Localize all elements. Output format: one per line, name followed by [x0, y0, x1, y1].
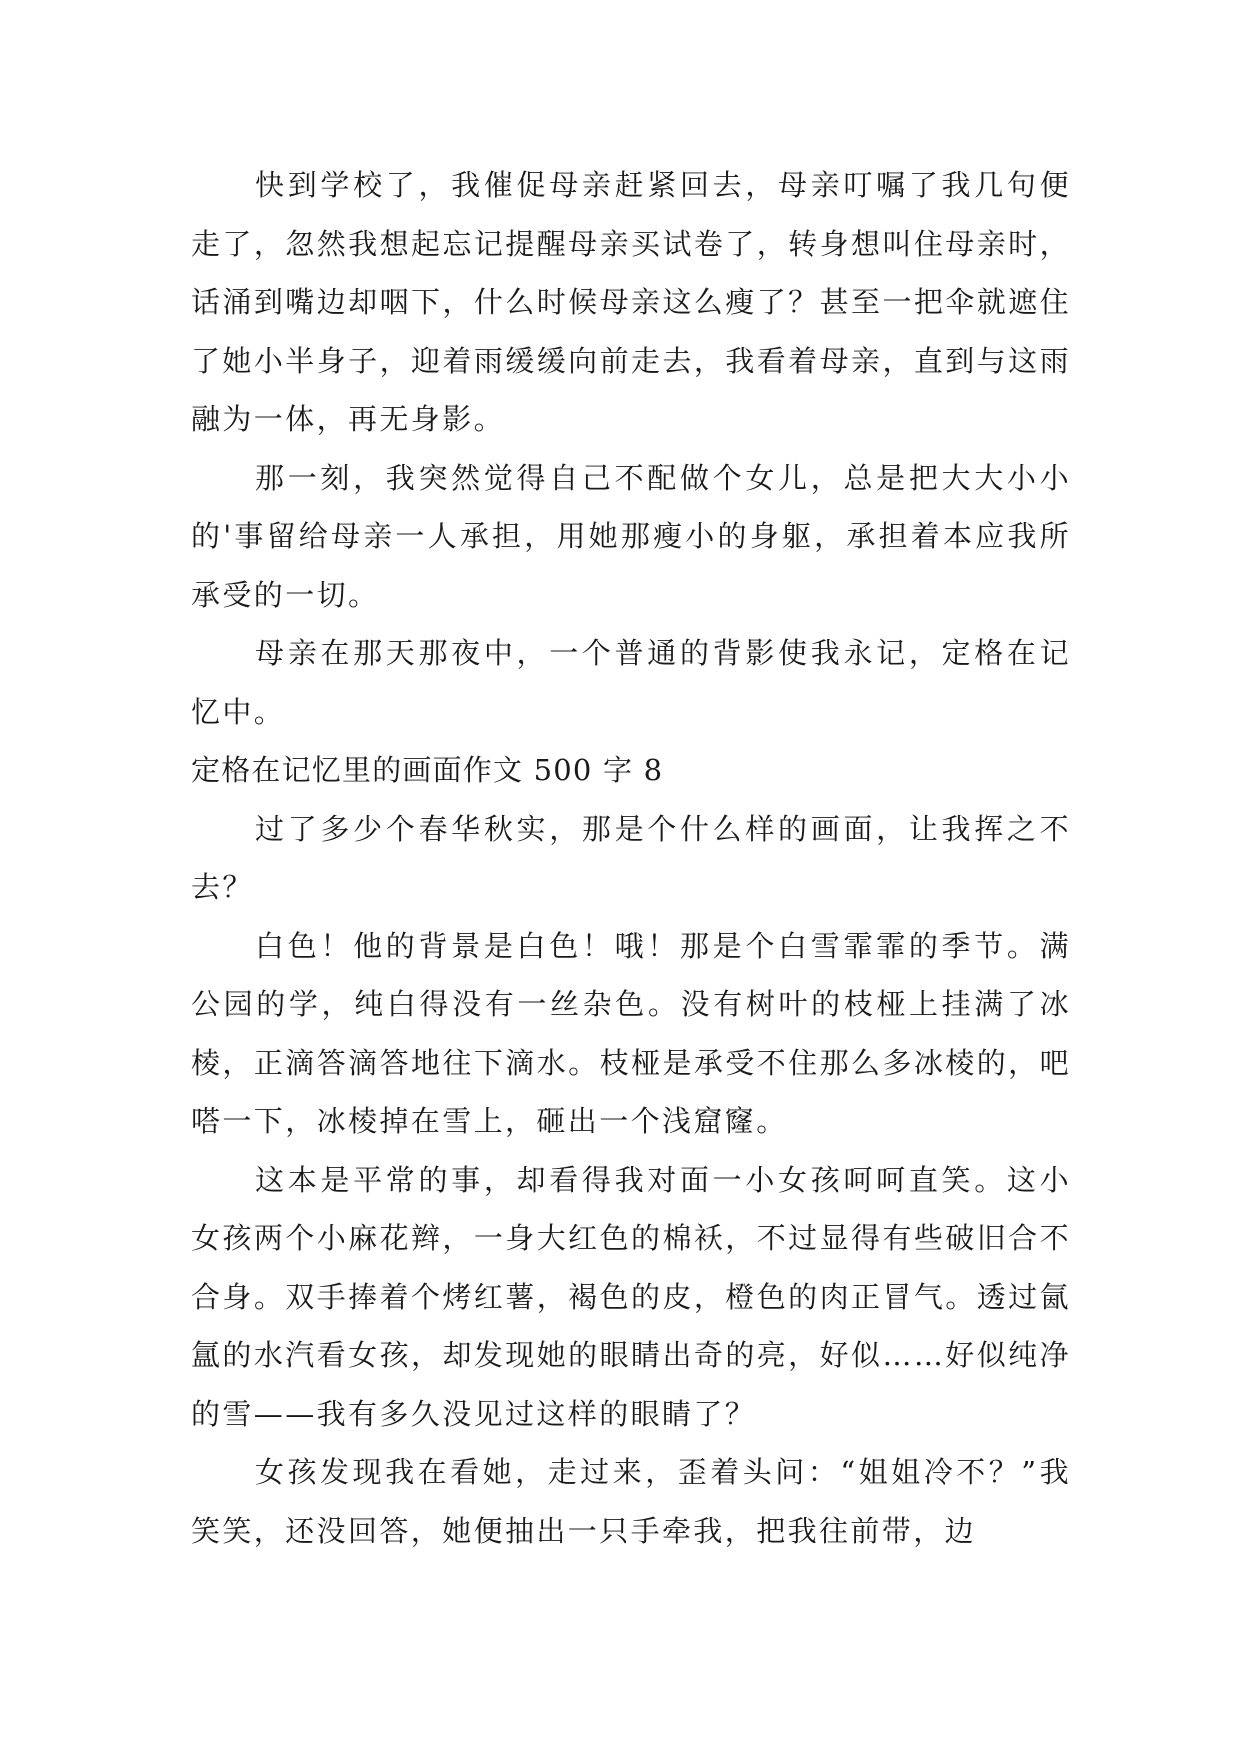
paragraph-mother-walking-away: 快到学校了，我催促母亲赶紧回去，母亲叮嘱了我几句便走了，忽然我想起忘记提醒母亲买试卷了，转身想叫住母亲时，话涌到嘴边却咽下，什么时候母亲这么瘦了？甚至一把伞就遮住了她小半身子，迎着雨缓缓向前走去，我看着母亲，直到与这雨融为一体，再无身影。 [191, 168, 1071, 436]
essay-heading: 定格在记忆里的画面作文 500 字 8 [191, 753, 664, 787]
paragraph-little-girl: 这本是平常的事，却看得我对面一小女孩呵呵直笑。这小女孩两个小麻花辫，一身大红色的棉袄，不过显得有些破旧合不合身。双手捧着个烤红薯，褐色的皮，橙色的肉正冒气。透过氤氲的水汽看女孩，却发现她的眼睛出奇的亮，好似……好似纯净的雪——我有多久没见过这样的眼睛了？ [191, 1162, 1071, 1431]
paragraph-how-many-seasons: 过了多少个春华秋实，那是个什么样的画面，让我挥之不去？ [191, 811, 1071, 904]
paragraph-mother-back: 母亲在那天那夜中，一个普通的背影使我永记，定格在记忆中。 [191, 636, 1071, 729]
paragraph-white-snow: 白色！他的背景是白色！哦！那是个白雪霏霏的季节。满公园的学，纯白得没有一丝杂色。没有树叶的枝桠上挂满了冰棱，正滴答滴答地往下滴水。枝桠是承受不住那么多冰棱的，吧嗒一下，冰棱掉在雪上，砸出一个浅窟窿。 [191, 928, 1071, 1138]
paragraph-girl-asks: 女孩发现我在看她，走过来，歪着头问：“姐姐冷不？”我笑笑，还没回答，她便抽出一只手牵我，把我往前带，边 [191, 1455, 1071, 1548]
paragraph-that-moment: 那一刻，我突然觉得自己不配做个女儿，总是把大大小小的'事留给母亲一人承担，用她那瘦小的身躯，承担着本应我所承受的一切。 [191, 460, 1071, 612]
essay-body [191, 156, 1071, 1560]
